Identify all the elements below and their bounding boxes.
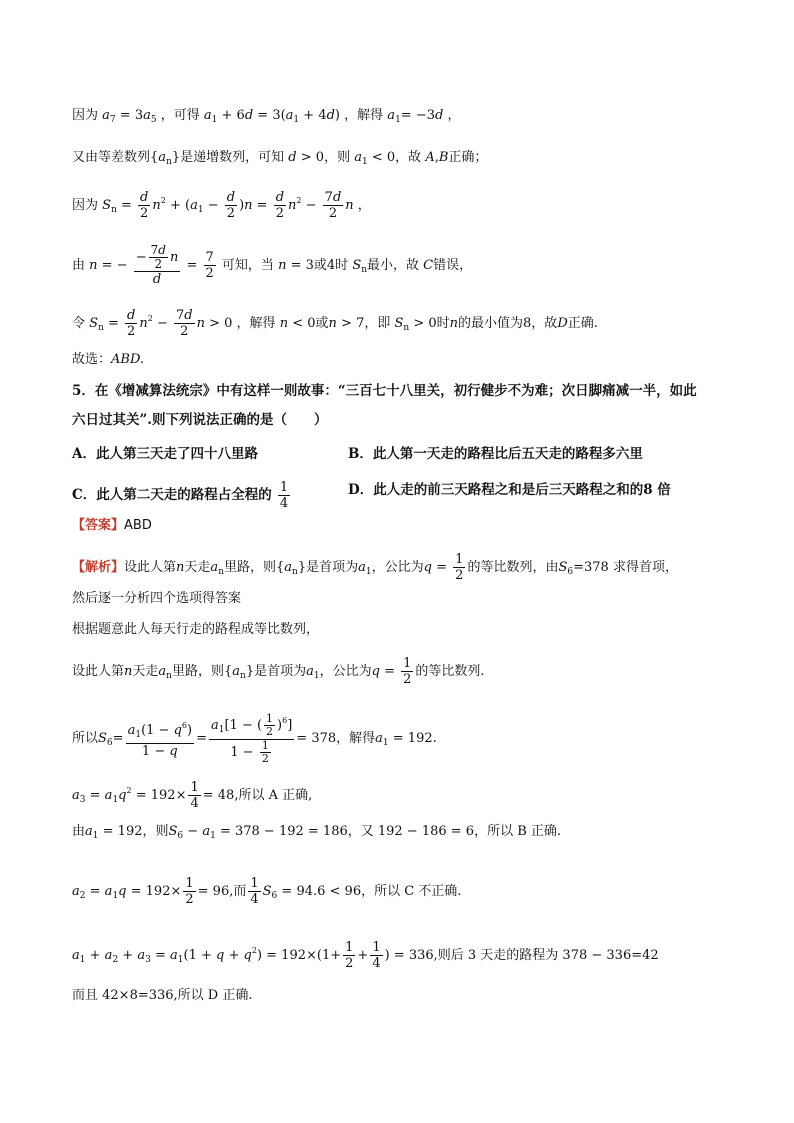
text: 所以 bbox=[72, 731, 99, 746]
analysis-line-8: $a_2 = a_1q = 192\times$ $\frac{1}{2}$ = 96,而 $\frac{1}{4}$ $S_6 = 94.6 < 96$，所以 C 不正确. bbox=[72, 876, 462, 907]
solution-line-1: 因为 $a_7 = 3a_5$ ，可得 $a_1 + 6d = 3(a_1 + 4d)$ ，解得 $a_1= -3d$ ， bbox=[72, 108, 461, 125]
text: =378 bbox=[573, 560, 609, 575]
text: ，故 bbox=[395, 150, 422, 165]
text: ，公比为 bbox=[319, 664, 372, 679]
analysis-line-7: 由$a_1 = 192$，则$S_6 - a_1 = 378 - 192 = 186$，又 192 − 186 = 6，所以 B 正确. bbox=[72, 824, 562, 841]
text: 令 bbox=[72, 316, 86, 331]
analysis-line-4: 设此人第n天走$a_n$里路，则$\{a_n\}$是首项为$a_1$，公比为q = $\frac{1}{2}$ 的等比数列. bbox=[72, 656, 485, 687]
text: 或 bbox=[315, 316, 329, 331]
text: 最小，故 bbox=[367, 258, 420, 273]
answer-line bbox=[72, 516, 152, 536]
answer-label: 【答案】 bbox=[72, 518, 125, 533]
text: ，解得 bbox=[344, 108, 384, 123]
option-b bbox=[348, 444, 643, 465]
text: = 96,而 bbox=[197, 884, 247, 899]
text: 里路，则 bbox=[223, 560, 276, 575]
text: = 94.6 < 96，所以 C 不正确. bbox=[281, 884, 462, 899]
text: 由 bbox=[72, 824, 86, 839]
text: = 192× bbox=[130, 884, 182, 899]
text: 是递增数列，可知 bbox=[180, 150, 285, 165]
text: 由 bbox=[72, 258, 86, 273]
text: = 48,所以 A 正确, bbox=[202, 788, 313, 803]
text: 设此人第 bbox=[124, 560, 177, 575]
text: 正确. bbox=[567, 316, 598, 331]
text: = 192× bbox=[135, 788, 187, 803]
solution-line-5: 令 $S_n$ = $\frac{d}{2}$ $n^2$ − $\frac{7d}{2}$ n > 0 ，解得 n < 0或n > 7，即 $S_n > 0$时n的最小值为8，故D正确. bbox=[72, 308, 598, 339]
solution-line-3: 因为 $S_n$ = $\frac{d}{2}$ $n^2 + (a_1$ − $\frac{d}{2}$ )n = $\frac{d}{2}$ $n^2$ − $\frac{7d}{2}$ n ， bbox=[72, 190, 371, 221]
analysis-line-3: 根据题意此人每天行走的路程成等比数列， bbox=[72, 622, 320, 637]
text: 又由等差数列 bbox=[72, 150, 151, 165]
text: 是首项为 bbox=[254, 664, 307, 679]
solution-line-2: 又由等差数列$\{a_n\}$是递增数列，可知 d > 0，则 $a_1 < 0$，故 A,B正确； bbox=[72, 150, 488, 167]
text: 的等比数列，由 bbox=[467, 560, 559, 575]
text: B．此人第一天走的路程比后五天走的路程多六里 bbox=[348, 446, 643, 462]
text: ， bbox=[447, 108, 461, 123]
text: ，即 bbox=[364, 316, 391, 331]
analysis-line-1: 【解析】设此人第n天走$a_n$里路，则$\{a_n\}$是首项为$a_1$，公比为q = $\frac{1}{2}$ 的等比数列，由$S_6=378$ 求得首项， bbox=[72, 552, 678, 583]
question-stem-2: 六日过其关”.则下列说法正确的是（ ） bbox=[72, 412, 328, 428]
text: = 378，解得 bbox=[296, 731, 376, 746]
text: ， bbox=[357, 198, 371, 213]
analysis-line-10: 而且 42×8=336,所以 D 正确. bbox=[72, 988, 253, 1003]
text: ，解得 bbox=[236, 316, 276, 331]
text: 可知，当 bbox=[221, 258, 274, 273]
text: 因为 bbox=[72, 198, 99, 213]
text: 天走 bbox=[184, 560, 211, 575]
text: = 192，则 bbox=[102, 824, 169, 839]
question-stem-1: 5．在《增减算法统宗》中有这样一则故事：“三百七十八里关，初行健步不为难；次日脚痛减一半，如此 bbox=[72, 383, 697, 399]
solution-line-6 bbox=[72, 350, 144, 370]
answer-value: ABD bbox=[124, 518, 152, 533]
option-a bbox=[72, 444, 258, 465]
text: 求得首项， bbox=[612, 560, 678, 575]
analysis-line-6: $a_3 = a_1q^2 = 192\times$ $\frac{1}{4}$ = 48,所以 A 正确, bbox=[72, 780, 313, 811]
text: = 378 − 192 = 186，又 192 − 186 = 6，所以 B 正确. bbox=[219, 824, 562, 839]
analysis-line-5: 所以$S_6=$ $\frac{a_1(1 - q^6)}{1 - q}$ = $a_1[1$ − ( $\frac{1}{2}$ )$^6$] 1 − $\frac{1}{2}$ = 378，解得$a_1 = 192$. bbox=[72, 712, 437, 765]
text: C．此人第二天走的路程占全程的 bbox=[72, 487, 272, 503]
text: ) = 336,则后 3 天走的路程为 378 − 336=42 bbox=[384, 948, 659, 963]
text: 故选： bbox=[72, 352, 112, 367]
text: 错误， bbox=[433, 258, 473, 273]
text: 正确； bbox=[448, 150, 488, 165]
text: A．此人第三天走了四十八里路 bbox=[72, 446, 258, 462]
text: 天走 bbox=[132, 664, 159, 679]
text: 的等比数列. bbox=[415, 664, 485, 679]
analysis-line-9: $a_1 + a_2 + a_3 = a_1(1 + q + q^2) = 192\times(1+$ $\frac{1}{2}$ + $\frac{1}{4}$ ) = 336,则后 3 天走的路程为 378 − 336=42 bbox=[72, 940, 659, 971]
analysis-line-2: 然后逐一分析四个选项得答案 bbox=[72, 591, 242, 606]
text: 或4时 bbox=[313, 258, 349, 273]
solution-line-4: 由 n = − − $\frac{7d}{2}$ n d = $\frac{7}{2}$ 可知，当 n = 3或4时 $S_n$最小，故 C错误， bbox=[72, 243, 473, 287]
text: D．此人走的前三天路程之和是后三天路程之和的8 倍 bbox=[348, 482, 671, 498]
text: ，公比为 bbox=[371, 560, 424, 575]
text: 因为 bbox=[72, 108, 99, 123]
text: 的最小值为8，故 bbox=[458, 316, 558, 331]
text: = 192. bbox=[392, 731, 437, 746]
text: 里路，则 bbox=[171, 664, 224, 679]
text: ，可得 bbox=[160, 108, 200, 123]
text: = 192×(1+ bbox=[266, 948, 342, 963]
option-c: C．此人第二天走的路程占全程的 $\frac{1}{4}$ bbox=[72, 480, 289, 511]
option-d bbox=[348, 480, 671, 501]
text: 是首项为 bbox=[306, 560, 359, 575]
text: ABD. bbox=[111, 352, 145, 367]
analysis-label: 【解析】 bbox=[72, 560, 125, 575]
text: ，则 bbox=[324, 150, 351, 165]
text: 时 bbox=[436, 316, 450, 331]
text: 设此人第 bbox=[72, 664, 125, 679]
